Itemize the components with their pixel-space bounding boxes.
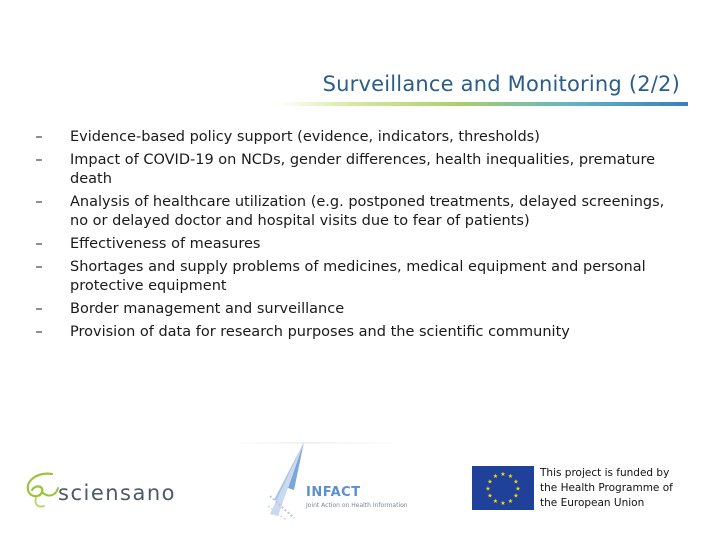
sciensano-logo [22, 468, 177, 512]
svg-text:★: ★ [513, 478, 519, 486]
infact-arrow-icon [264, 440, 310, 520]
sciensano-wordmark: sciensano [58, 481, 177, 505]
bullet-dash: – [35, 324, 43, 340]
bullet-text: Border management and surveillance [70, 301, 345, 317]
svg-text:★: ★ [513, 492, 519, 500]
bullet-text: Evidence-based policy support (evidence, indicators, thresholds) [70, 129, 540, 145]
bullet-text: Analysis of healthcare utilization (e.g. postponed treatments, delayed screenings, no or delayed doctor and hospital visits due to fear of patients) [70, 194, 665, 229]
svg-text:★: ★ [507, 498, 514, 505]
infact-subtitle: Joint Action on Health Information [306, 502, 408, 509]
bullet-item [32, 300, 682, 319]
funding-line: the Health Programme of [540, 482, 673, 494]
bullet-text: Effectiveness of measures [70, 236, 261, 252]
bullet-dash: – [35, 129, 43, 145]
bullet-item [32, 128, 682, 147]
bullet-item [32, 323, 682, 342]
svg-text:★: ★ [500, 500, 506, 507]
svg-text:★: ★ [492, 473, 499, 480]
svg-text:★: ★ [500, 471, 506, 478]
svg-text:★: ★ [487, 478, 493, 486]
bullet-item [32, 235, 682, 254]
bullet-text: Impact of COVID-19 on NCDs, gender differences, health inequalities, premature death [70, 152, 656, 187]
bullet-dash: – [35, 194, 43, 210]
svg-text:★: ★ [487, 492, 493, 500]
slide-title: Surveillance and Monitoring (2/2) [322, 72, 680, 96]
svg-text:★: ★ [485, 485, 491, 493]
sciensano-swirl-icon [22, 468, 62, 512]
bullet-dash: – [35, 301, 43, 317]
funding-line: the European Union [540, 497, 645, 509]
infact-wordmark: INFACT [306, 485, 361, 500]
bullet-text: Provision of data for research purposes and the scientific community [70, 324, 570, 340]
funding-statement [540, 466, 690, 511]
infact-logo [262, 440, 412, 520]
svg-text:★: ★ [492, 498, 499, 505]
bullet-dash: – [35, 152, 43, 168]
bullet-item [32, 151, 682, 189]
bullet-dash: – [35, 259, 43, 275]
bullet-list [32, 128, 682, 346]
title-underline [278, 102, 688, 106]
eu-flag-icon [472, 466, 534, 510]
eu-stars [472, 466, 534, 510]
bullet-text: Shortages and supply problems of medicines, medical equipment and personal protective equipment [70, 259, 646, 294]
bullet-item [32, 258, 682, 296]
funding-line: This project is funded by [540, 467, 670, 479]
svg-text:★: ★ [507, 473, 514, 480]
svg-text:★: ★ [515, 485, 521, 493]
bullet-dash: – [35, 236, 43, 252]
bullet-item [32, 193, 682, 231]
